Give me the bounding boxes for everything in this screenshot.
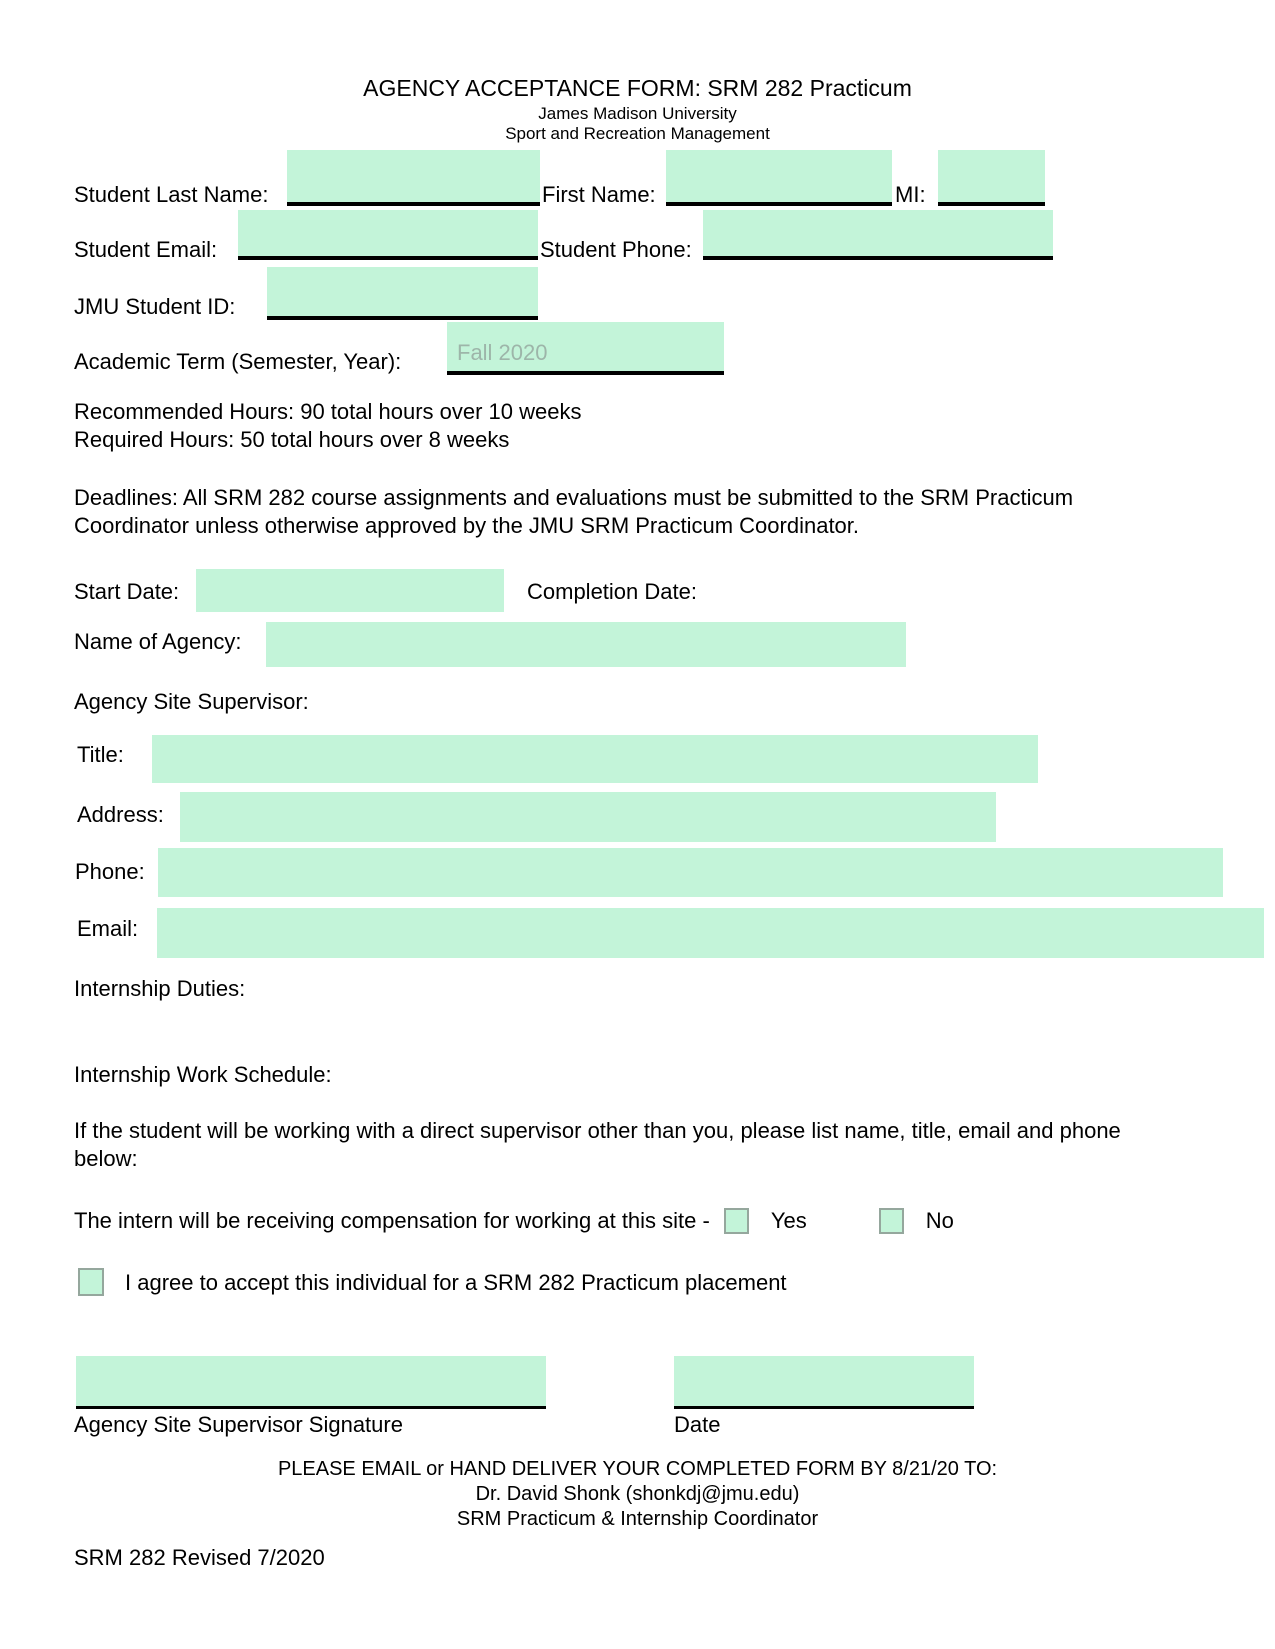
- supervisor-signature-field[interactable]: [76, 1356, 546, 1409]
- student-id-label: JMU Student ID:: [74, 294, 236, 319]
- supervisor-email-label: Email:: [77, 916, 139, 941]
- supervisor-address-field[interactable]: [180, 792, 996, 842]
- supervisor-title-field[interactable]: [152, 735, 1038, 783]
- agreement-checkbox[interactable]: [78, 1268, 104, 1296]
- compensation-no-label: No: [925, 1208, 954, 1233]
- compensation-yes-label: Yes: [770, 1208, 807, 1233]
- start-date-label: Start Date:: [74, 579, 180, 604]
- department-name: Sport and Recreation Management: [505, 124, 770, 143]
- page-title: AGENCY ACCEPTANCE FORM: SRM 282 Practicum: [363, 75, 912, 101]
- start-date-field[interactable]: [196, 569, 504, 612]
- deadlines-note: Deadlines: All SRM 282 course assignments and evaluations must be submitted to the SRM Practicum Coordinator unless otherwise approved by the JMU SRM Practicum Coordinator.: [74, 485, 1074, 538]
- academic-term-label: Academic Term (Semester, Year):: [74, 349, 402, 374]
- supervisor-phone-field[interactable]: [158, 848, 1223, 897]
- middle-initial-label: MI:: [895, 182, 926, 207]
- signature-date-field[interactable]: [674, 1356, 974, 1409]
- academic-term-value: Fall 2020: [457, 340, 548, 365]
- supervisor-address-label: Address:: [77, 802, 164, 827]
- agency-name-label: Name of Agency:: [74, 629, 242, 654]
- student-email-label: Student Email:: [74, 237, 218, 262]
- academic-term-field[interactable]: [447, 322, 724, 375]
- agreement-statement: I agree to accept this individual for a SRM 282 Practicum placement: [125, 1270, 787, 1295]
- middle-initial-field[interactable]: [938, 150, 1045, 206]
- required-hours-text: Required Hours: 50 total hours over 8 weeks: [74, 427, 510, 452]
- supervisor-email-field[interactable]: [157, 908, 1264, 958]
- student-phone-field[interactable]: [703, 210, 1053, 260]
- form-revision-note: SRM 282 Revised 7/2020: [74, 1545, 325, 1570]
- internship-duties-heading: Internship Duties:: [74, 976, 246, 1001]
- agency-name-field[interactable]: [266, 622, 906, 667]
- submit-instruction-line1: PLEASE EMAIL or HAND DELIVER YOUR COMPLETED FORM BY 8/21/20 TO:: [277, 1458, 998, 1480]
- compensation-yes-checkbox[interactable]: [724, 1208, 749, 1234]
- student-phone-label: Student Phone:: [540, 237, 692, 262]
- compensation-row: [74, 1206, 954, 1236]
- supervisor-phone-label: Phone:: [75, 859, 145, 884]
- supervisor-signature-label: Agency Site Supervisor Signature: [74, 1412, 403, 1437]
- first-name-label: First Name:: [542, 182, 656, 207]
- agency-supervisor-heading: Agency Site Supervisor:: [74, 689, 309, 714]
- signature-date-label: Date: [674, 1412, 721, 1437]
- internship-work-schedule-heading: Internship Work Schedule:: [74, 1062, 332, 1087]
- student-last-name-label: Student Last Name:: [74, 182, 269, 207]
- recommended-hours-text: Recommended Hours: 90 total hours over 10 weeks: [74, 399, 582, 424]
- compensation-no-checkbox[interactable]: [879, 1208, 904, 1234]
- completion-date-label: Completion Date:: [527, 579, 697, 604]
- first-name-field[interactable]: [666, 150, 892, 206]
- submit-instruction-line3: SRM Practicum & Internship Coordinator: [456, 1508, 819, 1530]
- direct-supervisor-note: If the student will be working with a direct supervisor other than you, please list name, title, email and phone below:: [74, 1118, 1121, 1171]
- student-email-field[interactable]: [238, 210, 538, 260]
- university-name: James Madison University: [538, 104, 737, 123]
- compensation-statement: The intern will be receiving compensation for working at this site -: [74, 1208, 710, 1233]
- submit-instruction-line2: Dr. David Shonk (shonkdj@jmu.edu): [475, 1483, 800, 1505]
- student-last-name-field[interactable]: [287, 150, 540, 206]
- supervisor-title-label: Title:: [77, 742, 124, 767]
- student-id-field[interactable]: [267, 267, 538, 320]
